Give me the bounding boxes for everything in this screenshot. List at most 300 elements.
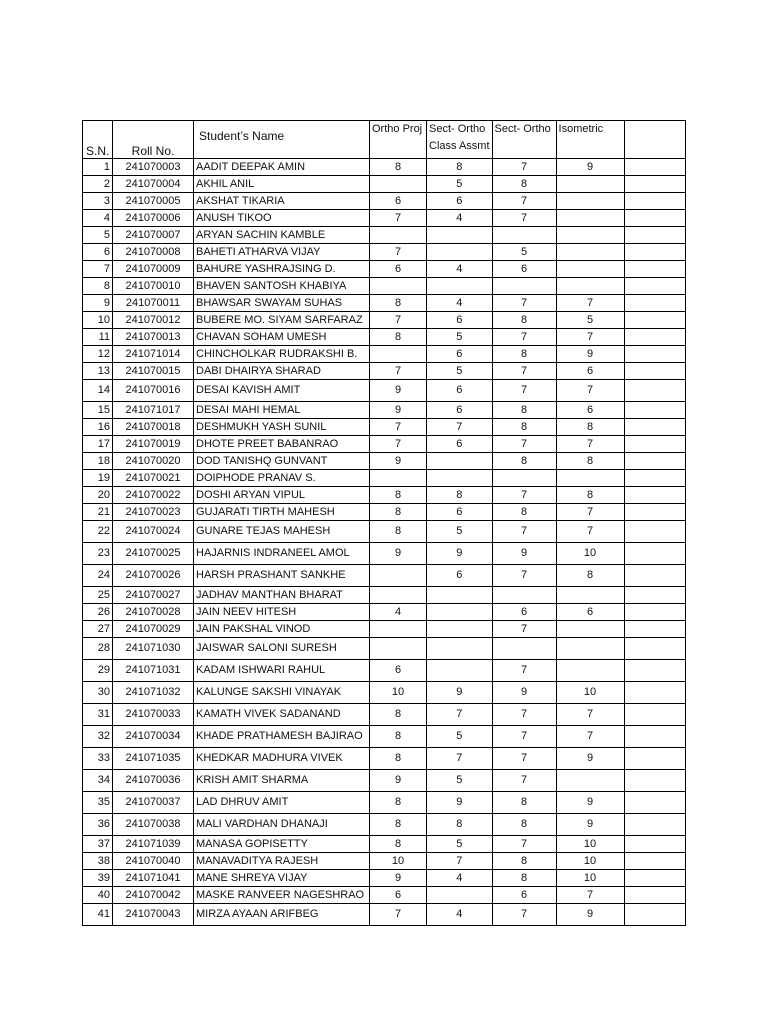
row-isometric: 8 <box>556 565 624 587</box>
row-isometric: 7 <box>556 329 624 346</box>
row-sect-ortho: 7 <box>492 836 556 853</box>
row-isometric: 7 <box>556 380 624 402</box>
row-sect-ortho-class-assmt: 6 <box>427 402 493 419</box>
row-roll-no: 241070034 <box>113 726 194 748</box>
row-sect-ortho-class-assmt: 5 <box>427 521 493 543</box>
row-sn: 20 <box>83 487 113 504</box>
row-sect-ortho-class-assmt: 6 <box>427 346 493 363</box>
row-extra <box>624 621 685 638</box>
row-roll-no: 241070037 <box>113 792 194 814</box>
row-sect-ortho: 6 <box>492 887 556 904</box>
row-student-name: JADHAV MANTHAN BHARAT <box>194 587 370 604</box>
row-isometric: 9 <box>556 748 624 770</box>
row-sn: 26 <box>83 604 113 621</box>
row-isometric: 9 <box>556 792 624 814</box>
row-student-name: JAISWAR SALONI SURESH <box>194 638 370 660</box>
row-isometric: 8 <box>556 453 624 470</box>
table-row <box>83 278 686 295</box>
row-extra <box>624 504 685 521</box>
table-row <box>83 814 686 836</box>
row-sect-ortho-class-assmt: 8 <box>427 159 493 176</box>
row-roll-no: 241071039 <box>113 836 194 853</box>
row-sect-ortho: 7 <box>492 487 556 504</box>
row-roll-no: 241071032 <box>113 682 194 704</box>
row-sn: 13 <box>83 363 113 380</box>
row-sect-ortho: 8 <box>492 346 556 363</box>
row-isometric: 9 <box>556 814 624 836</box>
row-sect-ortho-class-assmt <box>427 587 493 604</box>
table-row <box>83 870 686 887</box>
table-row <box>83 565 686 587</box>
header-sect-ortho-class-assmt: Sect- Ortho Class Assmt <box>427 121 493 159</box>
row-ortho-proj: 9 <box>370 543 427 565</box>
table-row <box>83 227 686 244</box>
row-student-name: MASKE RANVEER NAGESHRAO <box>194 887 370 904</box>
row-extra <box>624 853 685 870</box>
row-ortho-proj: 9 <box>370 770 427 792</box>
row-sn: 19 <box>83 470 113 487</box>
row-student-name: MANE SHREYA VIJAY <box>194 870 370 887</box>
row-isometric: 10 <box>556 870 624 887</box>
row-sect-ortho <box>492 587 556 604</box>
table-row <box>83 887 686 904</box>
row-sect-ortho-class-assmt: 6 <box>427 193 493 210</box>
row-roll-no: 241070019 <box>113 436 194 453</box>
row-sect-ortho <box>492 278 556 295</box>
header-ortho-proj: Ortho Proj <box>370 121 427 159</box>
row-ortho-proj: 9 <box>370 453 427 470</box>
row-student-name: GUNARE TEJAS MAHESH <box>194 521 370 543</box>
row-roll-no: 241070027 <box>113 587 194 604</box>
row-isometric <box>556 638 624 660</box>
table-row <box>83 363 686 380</box>
row-isometric <box>556 587 624 604</box>
row-ortho-proj: 8 <box>370 521 427 543</box>
row-sect-ortho-class-assmt <box>427 621 493 638</box>
row-sect-ortho-class-assmt: 5 <box>427 363 493 380</box>
row-sect-ortho: 7 <box>492 159 556 176</box>
row-sn: 30 <box>83 682 113 704</box>
row-ortho-proj <box>370 621 427 638</box>
row-sect-ortho-class-assmt: 5 <box>427 329 493 346</box>
row-sn: 3 <box>83 193 113 210</box>
row-roll-no: 241070028 <box>113 604 194 621</box>
table-row <box>83 244 686 261</box>
row-student-name: MANAVADITYA RAJESH <box>194 853 370 870</box>
table-row <box>83 853 686 870</box>
table-row <box>83 682 686 704</box>
row-sn: 17 <box>83 436 113 453</box>
row-sn: 11 <box>83 329 113 346</box>
row-student-name: DESHMUKH YASH SUNIL <box>194 419 370 436</box>
row-sect-ortho-class-assmt: 5 <box>427 770 493 792</box>
row-sect-ortho-class-assmt <box>427 470 493 487</box>
row-roll-no: 241071035 <box>113 748 194 770</box>
row-roll-no: 241070023 <box>113 504 194 521</box>
row-isometric: 6 <box>556 363 624 380</box>
row-sect-ortho: 7 <box>492 748 556 770</box>
row-ortho-proj <box>370 227 427 244</box>
row-sect-ortho-class-assmt: 7 <box>427 704 493 726</box>
row-roll-no: 241070008 <box>113 244 194 261</box>
row-extra <box>624 193 685 210</box>
row-sn: 27 <box>83 621 113 638</box>
row-sn: 15 <box>83 402 113 419</box>
table-row <box>83 402 686 419</box>
row-ortho-proj: 8 <box>370 504 427 521</box>
row-extra <box>624 814 685 836</box>
row-extra <box>624 210 685 227</box>
row-sn: 9 <box>83 295 113 312</box>
row-extra <box>624 159 685 176</box>
row-extra <box>624 904 685 926</box>
row-roll-no: 241070036 <box>113 770 194 792</box>
row-ortho-proj: 8 <box>370 792 427 814</box>
row-sect-ortho: 9 <box>492 682 556 704</box>
row-student-name: KRISH AMIT SHARMA <box>194 770 370 792</box>
row-sect-ortho: 7 <box>492 770 556 792</box>
table-row <box>83 792 686 814</box>
row-ortho-proj: 7 <box>370 436 427 453</box>
row-roll-no: 241070024 <box>113 521 194 543</box>
row-isometric <box>556 210 624 227</box>
row-ortho-proj: 10 <box>370 853 427 870</box>
row-isometric: 8 <box>556 487 624 504</box>
row-student-name: AADIT DEEPAK AMIN <box>194 159 370 176</box>
row-sect-ortho: 8 <box>492 870 556 887</box>
row-isometric: 7 <box>556 436 624 453</box>
row-sect-ortho: 7 <box>492 904 556 926</box>
row-isometric: 10 <box>556 682 624 704</box>
row-sn: 38 <box>83 853 113 870</box>
row-ortho-proj: 8 <box>370 814 427 836</box>
table-row <box>83 621 686 638</box>
row-sect-ortho: 8 <box>492 814 556 836</box>
row-isometric <box>556 660 624 682</box>
row-student-name: BUBERE MO. SIYAM SARFARAZ <box>194 312 370 329</box>
row-extra <box>624 870 685 887</box>
row-roll-no: 241071031 <box>113 660 194 682</box>
row-extra <box>624 521 685 543</box>
row-isometric: 7 <box>556 887 624 904</box>
row-ortho-proj: 6 <box>370 261 427 278</box>
header-row <box>83 121 686 159</box>
row-roll-no: 241070009 <box>113 261 194 278</box>
row-sn: 32 <box>83 726 113 748</box>
header-student-name: Student’s Name <box>194 121 370 159</box>
row-sn: 29 <box>83 660 113 682</box>
row-sect-ortho-class-assmt: 6 <box>427 565 493 587</box>
row-sect-ortho: 9 <box>492 543 556 565</box>
row-sect-ortho: 8 <box>492 504 556 521</box>
row-ortho-proj: 9 <box>370 870 427 887</box>
row-roll-no: 241070029 <box>113 621 194 638</box>
row-isometric: 6 <box>556 402 624 419</box>
row-ortho-proj: 8 <box>370 748 427 770</box>
row-extra <box>624 436 685 453</box>
header-sect-ortho: Sect- Ortho <box>492 121 556 159</box>
row-ortho-proj: 8 <box>370 329 427 346</box>
row-roll-no: 241070003 <box>113 159 194 176</box>
row-sect-ortho <box>492 470 556 487</box>
row-sn: 40 <box>83 887 113 904</box>
row-student-name: BAHURE YASHRAJSING D. <box>194 261 370 278</box>
row-extra <box>624 748 685 770</box>
row-isometric: 9 <box>556 159 624 176</box>
table-row <box>83 329 686 346</box>
row-roll-no: 241070033 <box>113 704 194 726</box>
row-isometric: 8 <box>556 419 624 436</box>
row-isometric <box>556 227 624 244</box>
row-extra <box>624 543 685 565</box>
row-isometric: 9 <box>556 346 624 363</box>
row-sect-ortho: 6 <box>492 261 556 278</box>
row-isometric <box>556 193 624 210</box>
header-extra <box>624 121 685 159</box>
row-sn: 37 <box>83 836 113 853</box>
header-roll-no: Roll No. <box>113 121 194 159</box>
table-row <box>83 261 686 278</box>
row-sn: 24 <box>83 565 113 587</box>
row-isometric <box>556 261 624 278</box>
row-extra <box>624 638 685 660</box>
row-sect-ortho <box>492 638 556 660</box>
row-sect-ortho: 8 <box>492 402 556 419</box>
row-sect-ortho: 7 <box>492 704 556 726</box>
row-ortho-proj <box>370 587 427 604</box>
row-student-name: DOSHI ARYAN VIPUL <box>194 487 370 504</box>
row-extra <box>624 470 685 487</box>
row-roll-no: 241070026 <box>113 565 194 587</box>
row-sn: 8 <box>83 278 113 295</box>
table-row <box>83 453 686 470</box>
row-extra <box>624 453 685 470</box>
row-isometric <box>556 770 624 792</box>
row-student-name: AKSHAT TIKARIA <box>194 193 370 210</box>
row-sn: 7 <box>83 261 113 278</box>
row-ortho-proj <box>370 638 427 660</box>
row-isometric: 10 <box>556 836 624 853</box>
row-student-name: ARYAN SACHIN KAMBLE <box>194 227 370 244</box>
row-student-name: ANUSH TIKOO <box>194 210 370 227</box>
table-row <box>83 380 686 402</box>
row-sn: 14 <box>83 380 113 402</box>
row-sect-ortho: 7 <box>492 329 556 346</box>
table-row <box>83 904 686 926</box>
row-extra <box>624 726 685 748</box>
row-ortho-proj: 7 <box>370 244 427 261</box>
row-extra <box>624 660 685 682</box>
row-sn: 33 <box>83 748 113 770</box>
row-sect-ortho-class-assmt: 7 <box>427 419 493 436</box>
row-sect-ortho <box>492 227 556 244</box>
row-student-name: DESAI MAHI HEMAL <box>194 402 370 419</box>
row-roll-no: 241070043 <box>113 904 194 926</box>
row-sn: 18 <box>83 453 113 470</box>
row-ortho-proj: 6 <box>370 193 427 210</box>
row-ortho-proj <box>370 470 427 487</box>
row-roll-no: 241070005 <box>113 193 194 210</box>
row-ortho-proj: 8 <box>370 487 427 504</box>
row-sect-ortho-class-assmt: 6 <box>427 380 493 402</box>
row-sn: 22 <box>83 521 113 543</box>
row-sect-ortho: 7 <box>492 565 556 587</box>
row-sn: 6 <box>83 244 113 261</box>
table-row <box>83 419 686 436</box>
row-sect-ortho-class-assmt: 4 <box>427 904 493 926</box>
row-isometric: 9 <box>556 904 624 926</box>
row-ortho-proj: 6 <box>370 887 427 904</box>
row-roll-no: 241070038 <box>113 814 194 836</box>
table-row <box>83 193 686 210</box>
row-extra <box>624 887 685 904</box>
row-extra <box>624 312 685 329</box>
row-ortho-proj: 7 <box>370 210 427 227</box>
row-extra <box>624 402 685 419</box>
row-sect-ortho-class-assmt: 6 <box>427 436 493 453</box>
row-isometric: 6 <box>556 604 624 621</box>
table-row <box>83 726 686 748</box>
table-row <box>83 587 686 604</box>
row-student-name: MIRZA AYAAN ARIFBEG <box>194 904 370 926</box>
row-sn: 12 <box>83 346 113 363</box>
row-sect-ortho: 7 <box>492 621 556 638</box>
table-row <box>83 176 686 193</box>
header-sn: S.N. <box>83 121 113 159</box>
row-isometric <box>556 244 624 261</box>
row-sect-ortho-class-assmt: 4 <box>427 210 493 227</box>
table-row <box>83 295 686 312</box>
row-roll-no: 241071014 <box>113 346 194 363</box>
row-sect-ortho: 7 <box>492 210 556 227</box>
row-sect-ortho: 7 <box>492 363 556 380</box>
row-student-name: HARSH PRASHANT SANKHE <box>194 565 370 587</box>
row-isometric: 7 <box>556 504 624 521</box>
table-row <box>83 543 686 565</box>
row-isometric: 7 <box>556 704 624 726</box>
row-sect-ortho: 7 <box>492 380 556 402</box>
row-extra <box>624 792 685 814</box>
row-roll-no: 241070004 <box>113 176 194 193</box>
row-student-name: AKHIL ANIL <box>194 176 370 193</box>
row-sn: 16 <box>83 419 113 436</box>
row-sect-ortho-class-assmt: 7 <box>427 748 493 770</box>
row-extra <box>624 587 685 604</box>
row-sect-ortho: 7 <box>492 193 556 210</box>
row-extra <box>624 682 685 704</box>
table-row <box>83 748 686 770</box>
row-ortho-proj: 4 <box>370 604 427 621</box>
row-sect-ortho-class-assmt: 7 <box>427 853 493 870</box>
row-extra <box>624 704 685 726</box>
marks-table <box>82 120 686 926</box>
row-ortho-proj: 8 <box>370 726 427 748</box>
row-sect-ortho-class-assmt: 4 <box>427 261 493 278</box>
row-roll-no: 241070006 <box>113 210 194 227</box>
row-roll-no: 241071030 <box>113 638 194 660</box>
row-sect-ortho-class-assmt: 9 <box>427 792 493 814</box>
row-student-name: LAD DHRUV AMIT <box>194 792 370 814</box>
row-roll-no: 241070007 <box>113 227 194 244</box>
row-extra <box>624 227 685 244</box>
table-row <box>83 604 686 621</box>
row-sect-ortho-class-assmt <box>427 604 493 621</box>
row-student-name: CHINCHOLKAR RUDRAKSHI B. <box>194 346 370 363</box>
row-sect-ortho: 8 <box>492 419 556 436</box>
row-student-name: MALI VARDHAN DHANAJI <box>194 814 370 836</box>
row-roll-no: 241070013 <box>113 329 194 346</box>
row-roll-no: 241070015 <box>113 363 194 380</box>
row-sn: 4 <box>83 210 113 227</box>
row-roll-no: 241070042 <box>113 887 194 904</box>
row-sect-ortho-class-assmt <box>427 453 493 470</box>
row-ortho-proj: 7 <box>370 312 427 329</box>
row-roll-no: 241070011 <box>113 295 194 312</box>
row-ortho-proj <box>370 565 427 587</box>
row-student-name: DOD TANISHQ GUNVANT <box>194 453 370 470</box>
row-sn: 28 <box>83 638 113 660</box>
table-row <box>83 487 686 504</box>
row-sn: 10 <box>83 312 113 329</box>
row-extra <box>624 176 685 193</box>
row-roll-no: 241071017 <box>113 402 194 419</box>
row-sn: 5 <box>83 227 113 244</box>
row-isometric: 10 <box>556 543 624 565</box>
table-row <box>83 210 686 227</box>
row-ortho-proj <box>370 278 427 295</box>
row-student-name: DESAI KAVISH AMIT <box>194 380 370 402</box>
row-extra <box>624 380 685 402</box>
row-student-name: MANASA GOPISETTY <box>194 836 370 853</box>
row-sn: 39 <box>83 870 113 887</box>
table-row <box>83 638 686 660</box>
row-roll-no: 241070012 <box>113 312 194 329</box>
row-isometric <box>556 278 624 295</box>
table-row <box>83 521 686 543</box>
row-sect-ortho-class-assmt <box>427 887 493 904</box>
row-extra <box>624 261 685 278</box>
row-isometric <box>556 176 624 193</box>
row-sect-ortho: 7 <box>492 726 556 748</box>
row-student-name: DOIPHODE PRANAV S. <box>194 470 370 487</box>
row-sect-ortho-class-assmt: 8 <box>427 487 493 504</box>
row-sect-ortho: 8 <box>492 853 556 870</box>
row-sect-ortho-class-assmt: 5 <box>427 836 493 853</box>
row-student-name: KADAM ISHWARI RAHUL <box>194 660 370 682</box>
row-extra <box>624 329 685 346</box>
table-row <box>83 159 686 176</box>
row-sn: 2 <box>83 176 113 193</box>
row-student-name: DABI DHAIRYA SHARAD <box>194 363 370 380</box>
row-sect-ortho-class-assmt <box>427 660 493 682</box>
row-sect-ortho: 7 <box>492 436 556 453</box>
row-extra <box>624 244 685 261</box>
row-sect-ortho-class-assmt <box>427 638 493 660</box>
row-ortho-proj: 8 <box>370 836 427 853</box>
row-roll-no: 241070010 <box>113 278 194 295</box>
row-sect-ortho-class-assmt <box>427 227 493 244</box>
row-extra <box>624 487 685 504</box>
row-sect-ortho: 6 <box>492 604 556 621</box>
row-sect-ortho: 8 <box>492 792 556 814</box>
row-roll-no: 241070020 <box>113 453 194 470</box>
row-student-name: BAHETI ATHARVA VIJAY <box>194 244 370 261</box>
row-extra <box>624 565 685 587</box>
row-isometric: 5 <box>556 312 624 329</box>
row-ortho-proj: 7 <box>370 904 427 926</box>
row-sect-ortho-class-assmt: 4 <box>427 870 493 887</box>
table-row <box>83 470 686 487</box>
